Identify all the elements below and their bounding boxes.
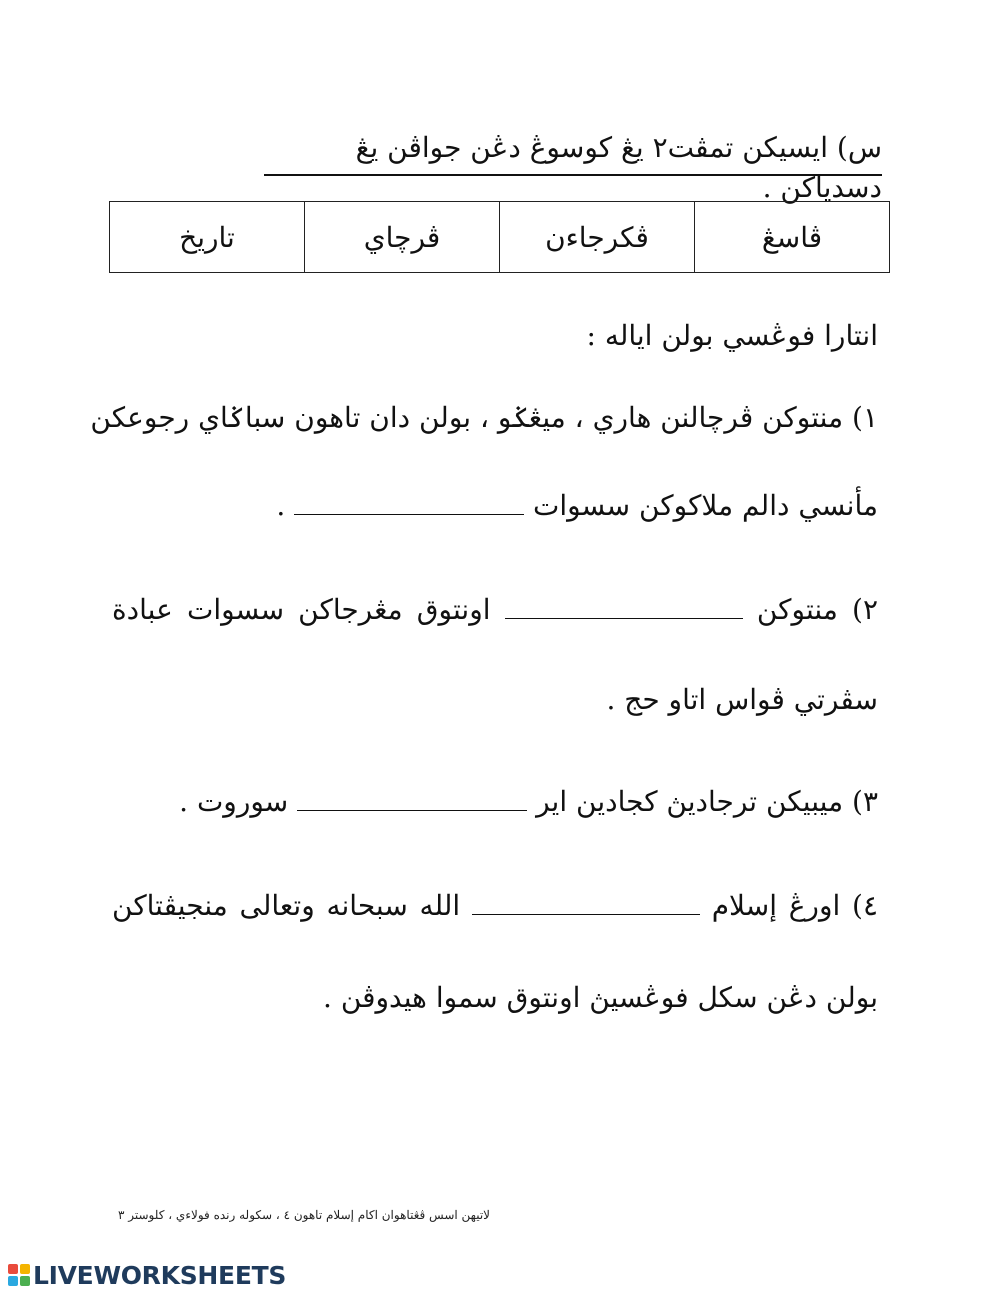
item-4-line-2: بولن دڠن سکل فوڠسيڽ اونتوق سموا هيدوڤن . [323,981,878,1014]
item-number: ٣) [852,785,878,818]
liveworksheets-logo-icon [8,1264,30,1286]
brand-name: LIVEWORKSHEETS [33,1260,287,1290]
item-2-line-1 [112,586,878,634]
item-3-line-1 [179,778,878,826]
word-bank-row [110,202,890,273]
item-text: . [276,489,286,522]
item-number: ١) [852,401,878,434]
item-2-line-2: سڤرتي ڤواس اتاو حج . [606,683,878,716]
item-text: اورڠ إسلام [711,889,841,922]
item-text: سوروت . [179,785,289,818]
intro-label: انتارا فوڠسي بولن اياله : [586,319,878,352]
item-1-line-2 [276,482,878,530]
word-bank-cell: تاريخ [110,202,305,273]
item-text: مأنسي دالم ملاکوکن سسوات [533,489,878,522]
item-text: اونتوق مڠرجاکن سسوات عبادة [112,593,491,626]
word-bank-cell: ڤکرجاءن [500,202,695,273]
item-text: منتوکن [756,593,838,626]
answer-blank-4[interactable] [472,886,700,915]
question-title: س) ايسيکن تمڤت٢ يڠ کوسوڠ دڠن جواڤن يڠ دسدياکن . [264,128,882,176]
item-4-line-1 [112,882,878,930]
word-bank-table [109,201,890,273]
item-text: ميبيکن ترجاديڽ کجادين اير [536,785,844,818]
item-text: منتوکن ڤرچالنن هاري ، ميڠݢو ، بولن دان تاهون سباݢاي رجوعکن [90,401,844,434]
word-bank-cell: ڤرچاي [305,202,500,273]
item-number: ٢) [852,593,878,626]
item-number: ٤) [852,889,879,922]
answer-blank-2[interactable] [505,590,743,619]
answer-blank-1[interactable] [294,486,524,515]
page-footer: لاتيهن اسس ڤڠتاهوان اکام إسلام تاهون ٤ ، سکوله رنده فولاءي ، کلوستر ٣ [117,1208,490,1222]
answer-blank-3[interactable] [297,782,527,811]
item-1-line-1 [90,394,878,442]
word-bank-cell: ڤاسڠ [695,202,890,273]
brand-logo[interactable] [8,1261,286,1289]
item-text: الله سبحانه وتعالى منجيڤتاکن [112,889,461,922]
